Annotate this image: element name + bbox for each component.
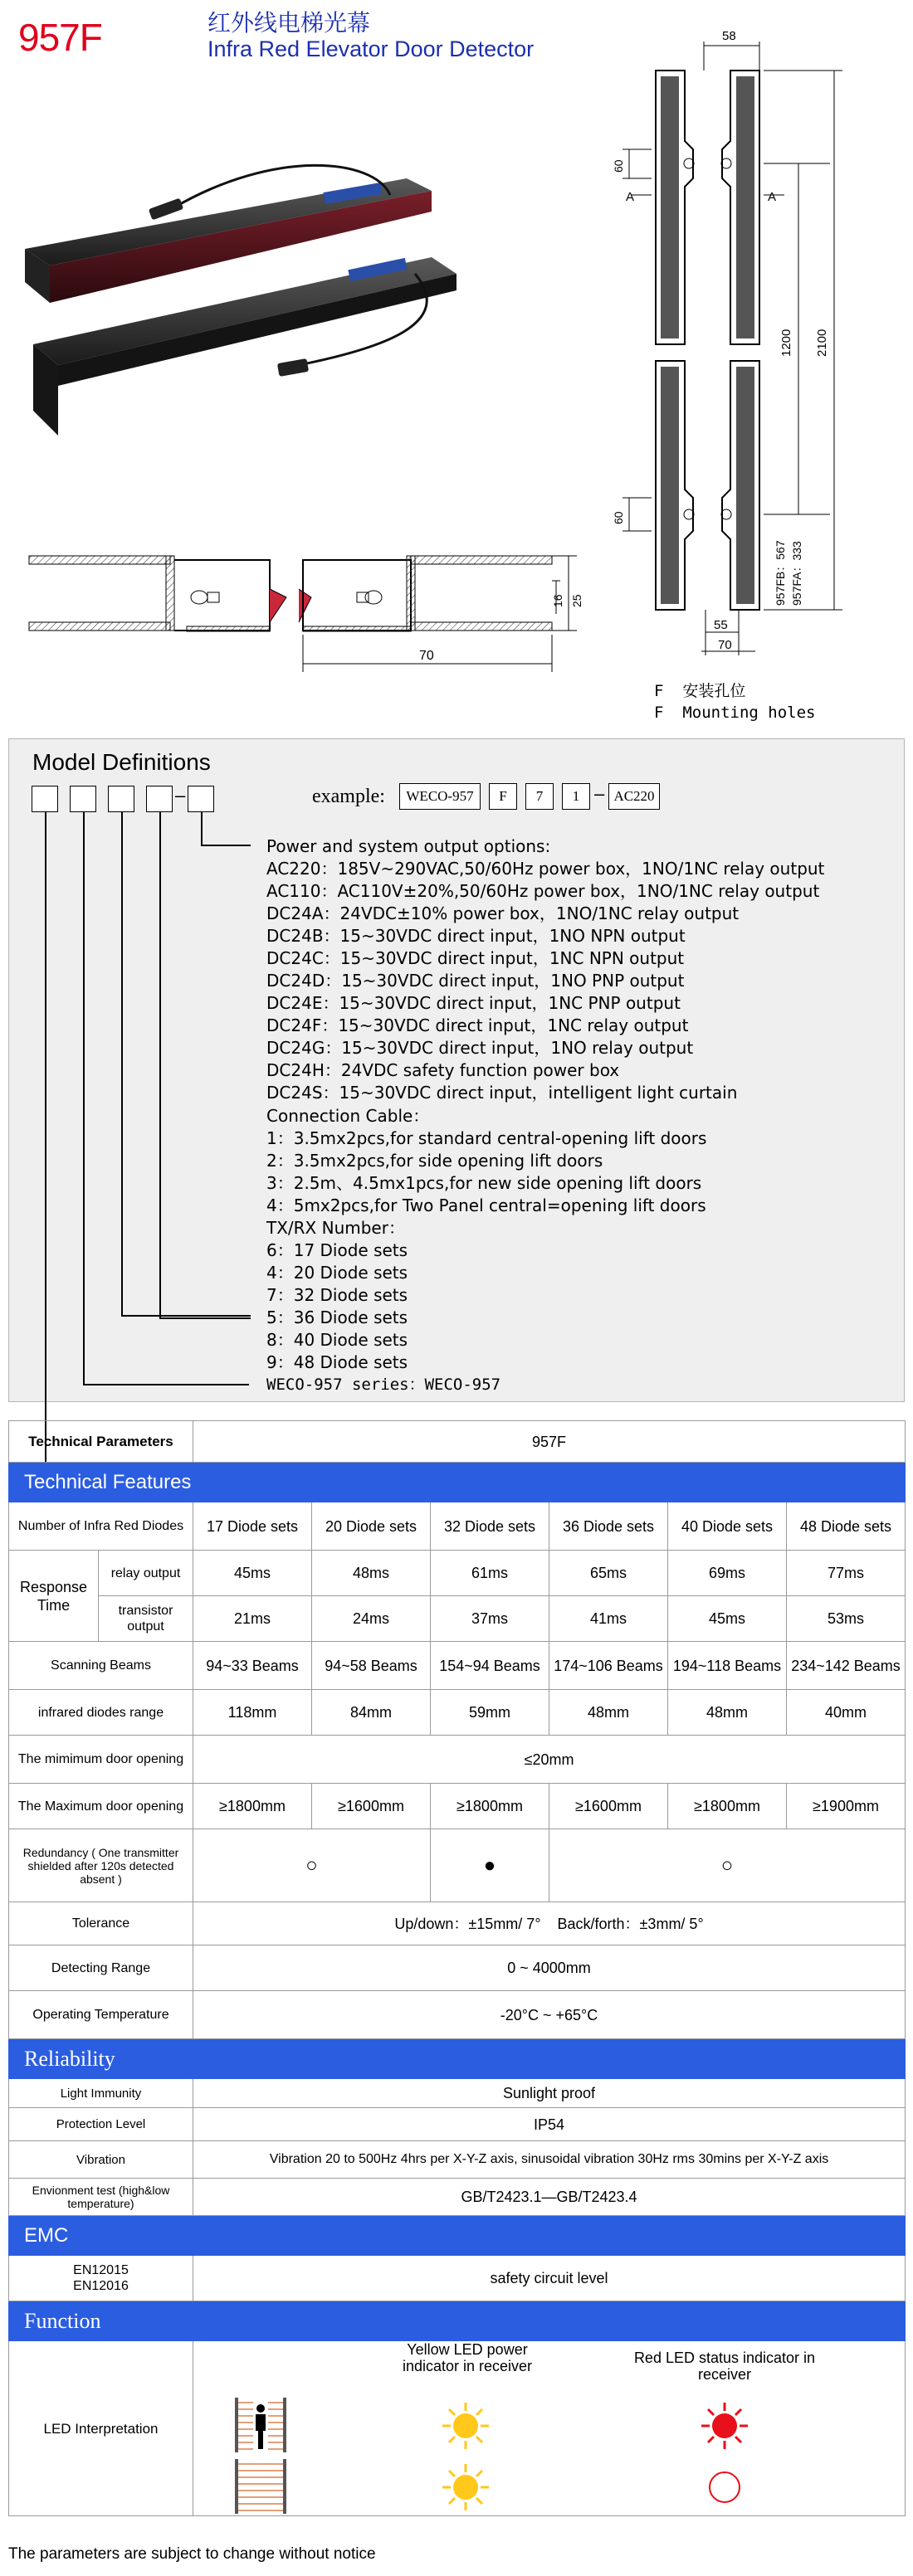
tree-line-series bbox=[45, 812, 46, 1464]
example-label: example: bbox=[312, 786, 385, 807]
relay-value: 69ms bbox=[668, 1551, 787, 1596]
section-header bbox=[9, 2301, 906, 2341]
title-english: Infra Red Elevator Door Detector bbox=[208, 37, 535, 61]
cable-title: Connection Cable： bbox=[266, 1106, 430, 1126]
red-led-header: Red LED status indicator in receiver bbox=[633, 2350, 816, 2383]
dim-60-bottom: 60 bbox=[612, 511, 625, 524]
code-box-series bbox=[32, 786, 58, 812]
power-option: DC24S：15~30VDC direct input，intelligent light curtain bbox=[266, 1083, 738, 1103]
yellow-led-header: Yellow LED power indicator in receiver bbox=[402, 2341, 533, 2374]
redundancy-yes: ● bbox=[431, 1829, 549, 1902]
table-row bbox=[9, 1551, 906, 1596]
relay-value: 48ms bbox=[312, 1551, 431, 1596]
txrx-title: TX/RX Number： bbox=[266, 1218, 405, 1238]
table-row bbox=[9, 1596, 906, 1642]
power-option: AC110：AC110V±20%,50/60Hz power box，1NO/1NC relay output bbox=[266, 881, 820, 901]
max-opening-value: ≥1600mm bbox=[312, 1784, 431, 1829]
emc-standard-2: EN12016 bbox=[73, 2279, 129, 2293]
tech-params-label: Technical Parameters bbox=[9, 1421, 193, 1463]
mounting-legend bbox=[654, 680, 816, 723]
yellow-led-on-icon bbox=[441, 2462, 491, 2512]
tree-line-power-h bbox=[201, 845, 251, 846]
env-value: GB/T2423.1—GB/T2423.4 bbox=[193, 2179, 906, 2216]
min-opening-label: The mimimum door opening bbox=[9, 1736, 193, 1784]
model-code: 957F bbox=[18, 16, 102, 59]
led-interpretation-cell bbox=[193, 2341, 906, 2516]
section-header bbox=[9, 2216, 906, 2256]
code-box-power bbox=[188, 786, 214, 812]
code-dash: – bbox=[175, 785, 186, 806]
redundancy-label: Redundancy ( One transmitter shielded after 120s detected absent ) bbox=[9, 1829, 193, 1902]
tree-line-model-h bbox=[83, 1384, 249, 1385]
tree-line-txrx-h bbox=[121, 1315, 251, 1317]
light-value: Sunlight proof bbox=[193, 2079, 906, 2108]
example-part-model: F bbox=[489, 783, 517, 810]
footnote: The parameters are subject to change without notice bbox=[8, 2545, 376, 2563]
diode-sets-cell: 48 Diode sets bbox=[787, 1502, 906, 1551]
emc-label bbox=[9, 2256, 193, 2301]
detecting-label: Detecting Range bbox=[9, 1945, 193, 1991]
dim-16: 16 bbox=[551, 594, 564, 607]
max-opening-value: ≥1800mm bbox=[668, 1784, 787, 1829]
diode-sets-cell: 40 Diode sets bbox=[668, 1502, 787, 1551]
section-header bbox=[9, 1463, 906, 1502]
tree-line-power bbox=[201, 812, 203, 845]
transistor-value: 41ms bbox=[549, 1596, 668, 1642]
label-a-right: A bbox=[768, 190, 777, 204]
label-a-left: A bbox=[626, 190, 635, 204]
diode-sets-cell: 17 Diode sets bbox=[193, 1502, 312, 1551]
connector bbox=[149, 198, 183, 221]
txrx-option: 5：36 Diode sets bbox=[266, 1307, 408, 1327]
beams-value: 174~106 Beams bbox=[549, 1642, 668, 1690]
section-features: Technical Features bbox=[9, 1463, 906, 1502]
range-value: 59mm bbox=[431, 1690, 549, 1736]
legend-f-en: F bbox=[654, 704, 664, 722]
legend-en-text: Mounting holes bbox=[682, 704, 816, 722]
max-opening-value: ≥1600mm bbox=[549, 1784, 668, 1829]
legend-cn-text: 安装孔位 bbox=[682, 682, 746, 700]
clear-curtain-icon bbox=[235, 2459, 286, 2514]
power-option: DC24F：15~30VDC direct input，1NC relay output bbox=[266, 1015, 689, 1035]
power-option: DC24G：15~30VDC direct input，1NO relay output bbox=[266, 1038, 694, 1058]
section-function: Function bbox=[9, 2301, 906, 2341]
example-part-cable: 1 bbox=[562, 783, 590, 810]
light-label: Light Immunity bbox=[9, 2079, 193, 2108]
beams-value: 154~94 Beams bbox=[431, 1642, 549, 1690]
txrx-option: 9：48 Diode sets bbox=[266, 1352, 408, 1372]
range-value: 48mm bbox=[549, 1690, 668, 1736]
power-option: DC24D：15~30VDC direct input，1NO PNP output bbox=[266, 971, 685, 991]
example-part-power: AC220 bbox=[608, 783, 660, 810]
protection-value: IP54 bbox=[193, 2108, 906, 2141]
temp-label: Operating Temperature bbox=[9, 1991, 193, 2039]
section-header bbox=[9, 2039, 906, 2079]
range-value: 84mm bbox=[312, 1690, 431, 1736]
transistor-value: 53ms bbox=[787, 1596, 906, 1642]
right-profile bbox=[299, 556, 552, 631]
red-led-on-icon bbox=[700, 2401, 749, 2451]
right-strip bbox=[721, 71, 759, 610]
connector bbox=[277, 358, 309, 377]
power-option: DC24A：24VDC±10% power box，1NO/1NC relay output bbox=[266, 903, 740, 923]
txrx-option: 6：17 Diode sets bbox=[266, 1240, 408, 1260]
txrx-option: 8：40 Diode sets bbox=[266, 1330, 408, 1350]
example-part-txrx: 7 bbox=[525, 783, 554, 810]
title-chinese: 红外线电梯光幕 bbox=[208, 9, 371, 37]
table-row bbox=[9, 1421, 906, 1463]
relay-value: 77ms bbox=[787, 1551, 906, 1596]
max-opening-label: The Maximum door opening bbox=[9, 1784, 193, 1829]
table-row bbox=[9, 1690, 906, 1736]
dim-60-top: 60 bbox=[612, 159, 625, 173]
example-dash: – bbox=[594, 783, 605, 804]
table-row bbox=[9, 1642, 906, 1690]
power-option: AC220：185V~290VAC,50/60Hz power box，1NO/1NC relay output bbox=[266, 859, 825, 879]
range-label: infrared diodes range bbox=[9, 1690, 193, 1736]
code-box-txrx bbox=[108, 786, 134, 812]
power-option: DC24H：24VDC safety function power box bbox=[266, 1060, 620, 1080]
tree-line-txrx bbox=[121, 812, 123, 1317]
redundancy-no: ○ bbox=[549, 1829, 906, 1902]
person-blocking-icon bbox=[235, 2398, 286, 2452]
tolerance-value: Up/down：±15mm/ 7° Back/forth：±3mm/ 5° bbox=[193, 1902, 906, 1945]
red-led-off-icon bbox=[700, 2462, 749, 2512]
tree-line-cable-h bbox=[159, 1317, 251, 1319]
dim-58: 58 bbox=[722, 29, 736, 43]
table-row bbox=[9, 2256, 906, 2301]
left-strip bbox=[656, 71, 694, 610]
diode-sets-cell: 32 Diode sets bbox=[431, 1502, 549, 1551]
relay-value: 61ms bbox=[431, 1551, 549, 1596]
side-view-drawing bbox=[614, 25, 863, 639]
range-value: 48mm bbox=[668, 1690, 787, 1736]
range-value: 40mm bbox=[787, 1690, 906, 1736]
beams-value: 194~118 Beams bbox=[668, 1642, 787, 1690]
table-row bbox=[9, 1902, 906, 1945]
dim-957fb: 957FB：567 bbox=[774, 540, 787, 606]
table-row bbox=[9, 2179, 906, 2216]
txrx-option: 7：32 Diode sets bbox=[266, 1285, 408, 1305]
power-option: DC24E：15~30VDC direct input，1NC PNP output bbox=[266, 993, 681, 1013]
env-label: Envionment test (high&low temperature) bbox=[9, 2179, 193, 2216]
beams-value: 234~142 Beams bbox=[787, 1642, 906, 1690]
redundancy-no: ○ bbox=[193, 1829, 431, 1902]
model-definitions-heading: Model Definitions bbox=[32, 749, 211, 775]
transistor-value: 24ms bbox=[312, 1596, 431, 1642]
cable-option: 4：5mx2pcs,for Two Panel central=opening lift doors bbox=[266, 1195, 706, 1215]
tech-params-value: 957F bbox=[193, 1421, 906, 1463]
power-title: Power and system output options: bbox=[266, 836, 551, 856]
yellow-led-on-icon bbox=[441, 2401, 491, 2451]
diodes-label: Number of Infra Red Diodes bbox=[9, 1502, 193, 1551]
transistor-value: 21ms bbox=[193, 1596, 312, 1642]
tolerance-label: Tolerance bbox=[9, 1902, 193, 1945]
temp-value: -20°C ~ +65°C bbox=[193, 1991, 906, 2039]
transistor-value: 37ms bbox=[431, 1596, 549, 1642]
dim-2100: 2100 bbox=[815, 329, 829, 357]
min-opening-value: ≤20mm bbox=[193, 1736, 906, 1784]
relay-value: 45ms bbox=[193, 1551, 312, 1596]
dim-1200: 1200 bbox=[779, 329, 793, 357]
max-opening-value: ≥1800mm bbox=[431, 1784, 549, 1829]
emc-value: safety circuit level bbox=[193, 2256, 906, 2301]
range-value: 118mm bbox=[193, 1690, 312, 1736]
table-row bbox=[9, 1945, 906, 1991]
section-emc: EMC bbox=[9, 2216, 906, 2256]
cable-option: 2：3.5mx2pcs,for side opening lift doors bbox=[266, 1151, 603, 1171]
vibration-value: Vibration 20 to 500Hz 4hrs per X-Y-Z axis, sinusoidal vibration 30Hz rms 30mins per X-Y-Z axis bbox=[193, 2141, 906, 2179]
transistor-label: transistor output bbox=[99, 1596, 193, 1642]
table-row bbox=[9, 1784, 906, 1829]
bottom-dimensions bbox=[647, 606, 797, 664]
table-row bbox=[9, 2141, 906, 2179]
emc-standard-1: EN12015 bbox=[73, 2263, 129, 2277]
table-row bbox=[9, 2108, 906, 2141]
section-reliability: Reliability bbox=[9, 2039, 906, 2079]
diode-sets-cell: 20 Diode sets bbox=[312, 1502, 431, 1551]
table-row bbox=[9, 2341, 906, 2516]
diode-sets-cell: 36 Diode sets bbox=[549, 1502, 668, 1551]
cable-option: 1：3.5mx2pcs,for standard central-opening lift doors bbox=[266, 1128, 707, 1148]
code-box-model bbox=[70, 786, 96, 812]
dim-55: 55 bbox=[714, 618, 728, 632]
power-option: DC24C：15~30VDC direct input，1NC NPN output bbox=[266, 948, 685, 968]
vibration-label: Vibration bbox=[9, 2141, 193, 2179]
code-box-cable bbox=[146, 786, 173, 812]
detecting-value: 0 ~ 4000mm bbox=[193, 1945, 906, 1991]
model-definitions-panel bbox=[8, 738, 905, 1402]
max-opening-value: ≥1800mm bbox=[193, 1784, 312, 1829]
dim-70-right: 70 bbox=[718, 638, 732, 652]
dim-25: 25 bbox=[570, 594, 583, 607]
power-option: DC24B：15~30VDC direct input，1NO NPN output bbox=[266, 926, 686, 946]
relay-value: 65ms bbox=[549, 1551, 668, 1596]
cable-option: 3：2.5m、4.5mx1pcs,for new side opening lift doors bbox=[266, 1173, 702, 1193]
cross-section-drawing bbox=[21, 531, 593, 680]
table-row bbox=[9, 1736, 906, 1784]
left-profile bbox=[29, 556, 286, 631]
txrx-option: 4：20 Diode sets bbox=[266, 1263, 408, 1283]
beams-label: Scanning Beams bbox=[9, 1642, 193, 1690]
led-label: LED Interpretation bbox=[9, 2341, 193, 2516]
beams-value: 94~33 Beams bbox=[193, 1642, 312, 1690]
response-label: Response Time bbox=[9, 1551, 99, 1642]
spec-table bbox=[8, 1420, 906, 2516]
max-opening-value: ≥1900mm bbox=[787, 1784, 906, 1829]
protection-label: Protection Level bbox=[9, 2108, 193, 2141]
transistor-value: 45ms bbox=[668, 1596, 787, 1642]
example-part-series: WECO-957 bbox=[399, 783, 481, 810]
legend-f-cn: F bbox=[654, 682, 664, 700]
table-row bbox=[9, 2079, 906, 2108]
dim-70-section: 70 bbox=[419, 649, 434, 663]
table-row bbox=[9, 1991, 906, 2039]
table-row bbox=[9, 1829, 906, 1902]
relay-label: relay output bbox=[99, 1551, 193, 1596]
dim-957fa: 957FA：333 bbox=[790, 541, 803, 606]
table-row bbox=[9, 1502, 906, 1551]
tree-line-cable bbox=[159, 812, 161, 1318]
series-line: WECO-957 series：WECO-957 bbox=[266, 1376, 501, 1394]
tree-line-model bbox=[83, 812, 85, 1385]
product-photo bbox=[25, 158, 456, 448]
beams-value: 94~58 Beams bbox=[312, 1642, 431, 1690]
